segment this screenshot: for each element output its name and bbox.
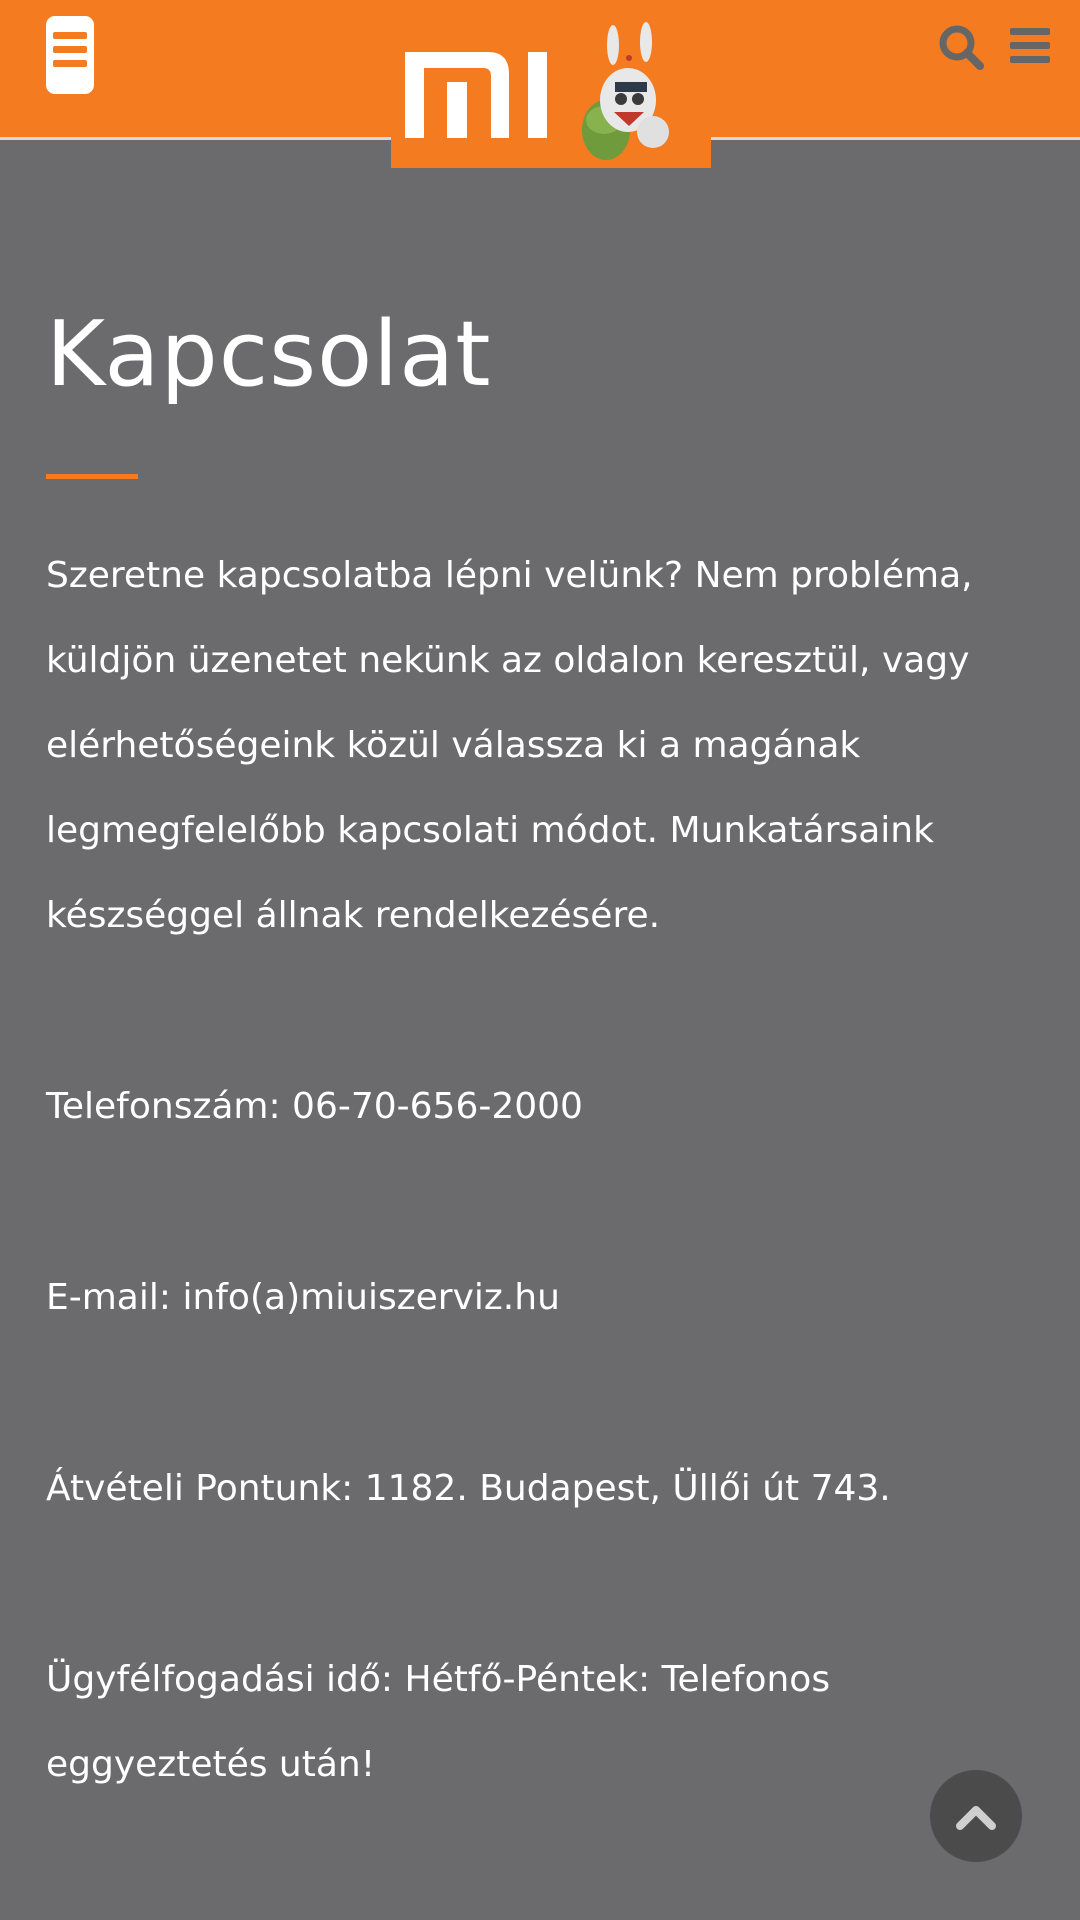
hamburger-icon-bar	[53, 46, 87, 53]
search-icon[interactable]	[938, 24, 984, 70]
title-underline	[46, 474, 138, 479]
logo-graphic	[391, 0, 711, 168]
hamburger-icon-bar	[53, 60, 87, 67]
site-header	[0, 0, 1080, 140]
hamburger-icon	[53, 32, 87, 39]
menu-icon[interactable]	[1010, 28, 1050, 64]
intro-text: Szeretne kapcsolatba lépni velünk? Nem probléma, küldjön üzenetet nekünk az oldalon keresztül, vagy elérhetőségeink közül válassza ki a magának legmegfelelőbb kapcsolati módot. Munkatársaink készséggel állnak rendelkezésére.	[46, 555, 973, 936]
phone-text: Telefonszám: 06-70-656-2000	[46, 1086, 583, 1127]
logo-mi-letters	[405, 52, 547, 138]
hours-text: Ügyfélfogadási idő: Hétfő-Péntek: Telefonos eggyeztetés után!	[46, 1659, 831, 1785]
page-title: Kapcsolat	[46, 302, 492, 407]
email-text: E-mail: info(a)miuiszerviz.hu	[46, 1277, 560, 1318]
scroll-top-button[interactable]	[930, 1770, 1022, 1862]
chevron-up-icon	[956, 1802, 996, 1830]
address-text: Átvételi Pontunk: 1182. Budapest, Üllői út 743.	[46, 1468, 891, 1509]
mobile-menu-toggle[interactable]	[46, 16, 94, 94]
mascot-icon	[582, 22, 669, 160]
brand-logo[interactable]	[391, 0, 711, 168]
page-content	[46, 300, 1026, 1807]
